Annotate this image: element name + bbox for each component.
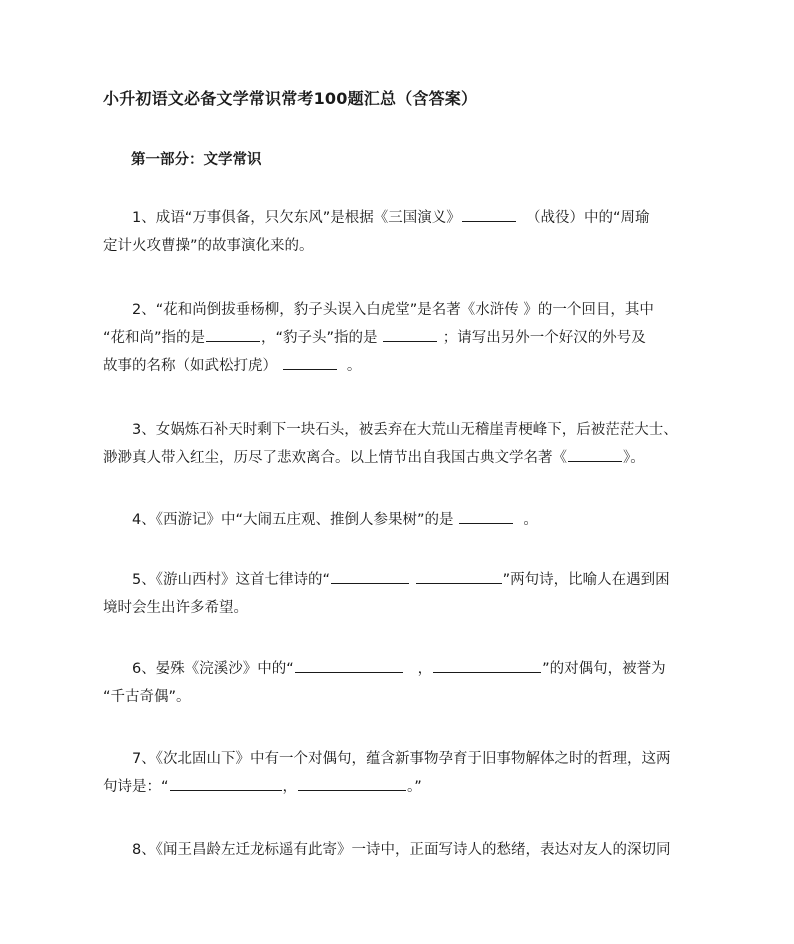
answer-blank[interactable] — [416, 567, 502, 584]
answer-blank[interactable] — [433, 656, 541, 673]
answer-blank[interactable] — [331, 567, 409, 584]
answer-blank[interactable] — [298, 774, 406, 791]
answer-blank[interactable] — [383, 325, 437, 342]
question-8: 8、《闻王昌龄左迁龙标遥有此寄》一诗中，正面写诗人的愁绪，表达对友人的深切同 — [132, 842, 671, 858]
question-5: 5、《游山西村》这首七律诗的“ ”两句诗，比喻人在遇到困 境时会生出许多希望。 — [103, 566, 701, 622]
answer-blank[interactable] — [462, 205, 516, 222]
document-title: 小升初语文必备文学常识常考100题汇总（含答案） — [103, 89, 478, 108]
section-heading: 第一部分：文学常识 — [131, 152, 262, 168]
answer-blank[interactable] — [568, 445, 622, 462]
question-2: 2、“花和尚倒拔垂杨柳，豹子头误入白虎堂”是名著《水浒传 》的一个回目，其中 “花和尚”指的是 ，“豹子头”指的是 ；请写出另外一个好汉的外号及 故事的名称（如武松打虎） 。 — [103, 302, 654, 374]
question-7: 7、《次北固山下》中有一个对偶句，蕴含新事物孕育于旧事物解体之时的哲理，这两 句诗是：“ ， 。” — [103, 751, 671, 795]
answer-blank[interactable] — [170, 774, 282, 791]
question-1: 1、成语“万事俱备，只欠东风”是根据《三国演义》 （战役）中的“周瑜 定计火攻曹操”的故事演化来的。 — [103, 204, 701, 260]
answer-blank[interactable] — [206, 325, 260, 342]
question-3: 3、女娲炼石补天时剩下一块石头，被丢弃在大荒山无稽崖青梗峰下，后被茫茫大士、 渺渺真人带入红尘，历尽了悲欢离合。以上情节出自我国古典文学名著《 》。 — [103, 422, 678, 466]
answer-blank[interactable] — [459, 507, 513, 524]
answer-blank[interactable] — [295, 656, 403, 673]
question-4: 4、《西游记》中“大闹五庄观、推倒人参果树”的是 。 — [103, 506, 701, 534]
answer-blank[interactable] — [283, 353, 337, 370]
question-6: 6、晏殊《浣溪沙》中的“ ， ”的对偶句，被誉为 “千古奇偶”。 — [103, 655, 701, 711]
